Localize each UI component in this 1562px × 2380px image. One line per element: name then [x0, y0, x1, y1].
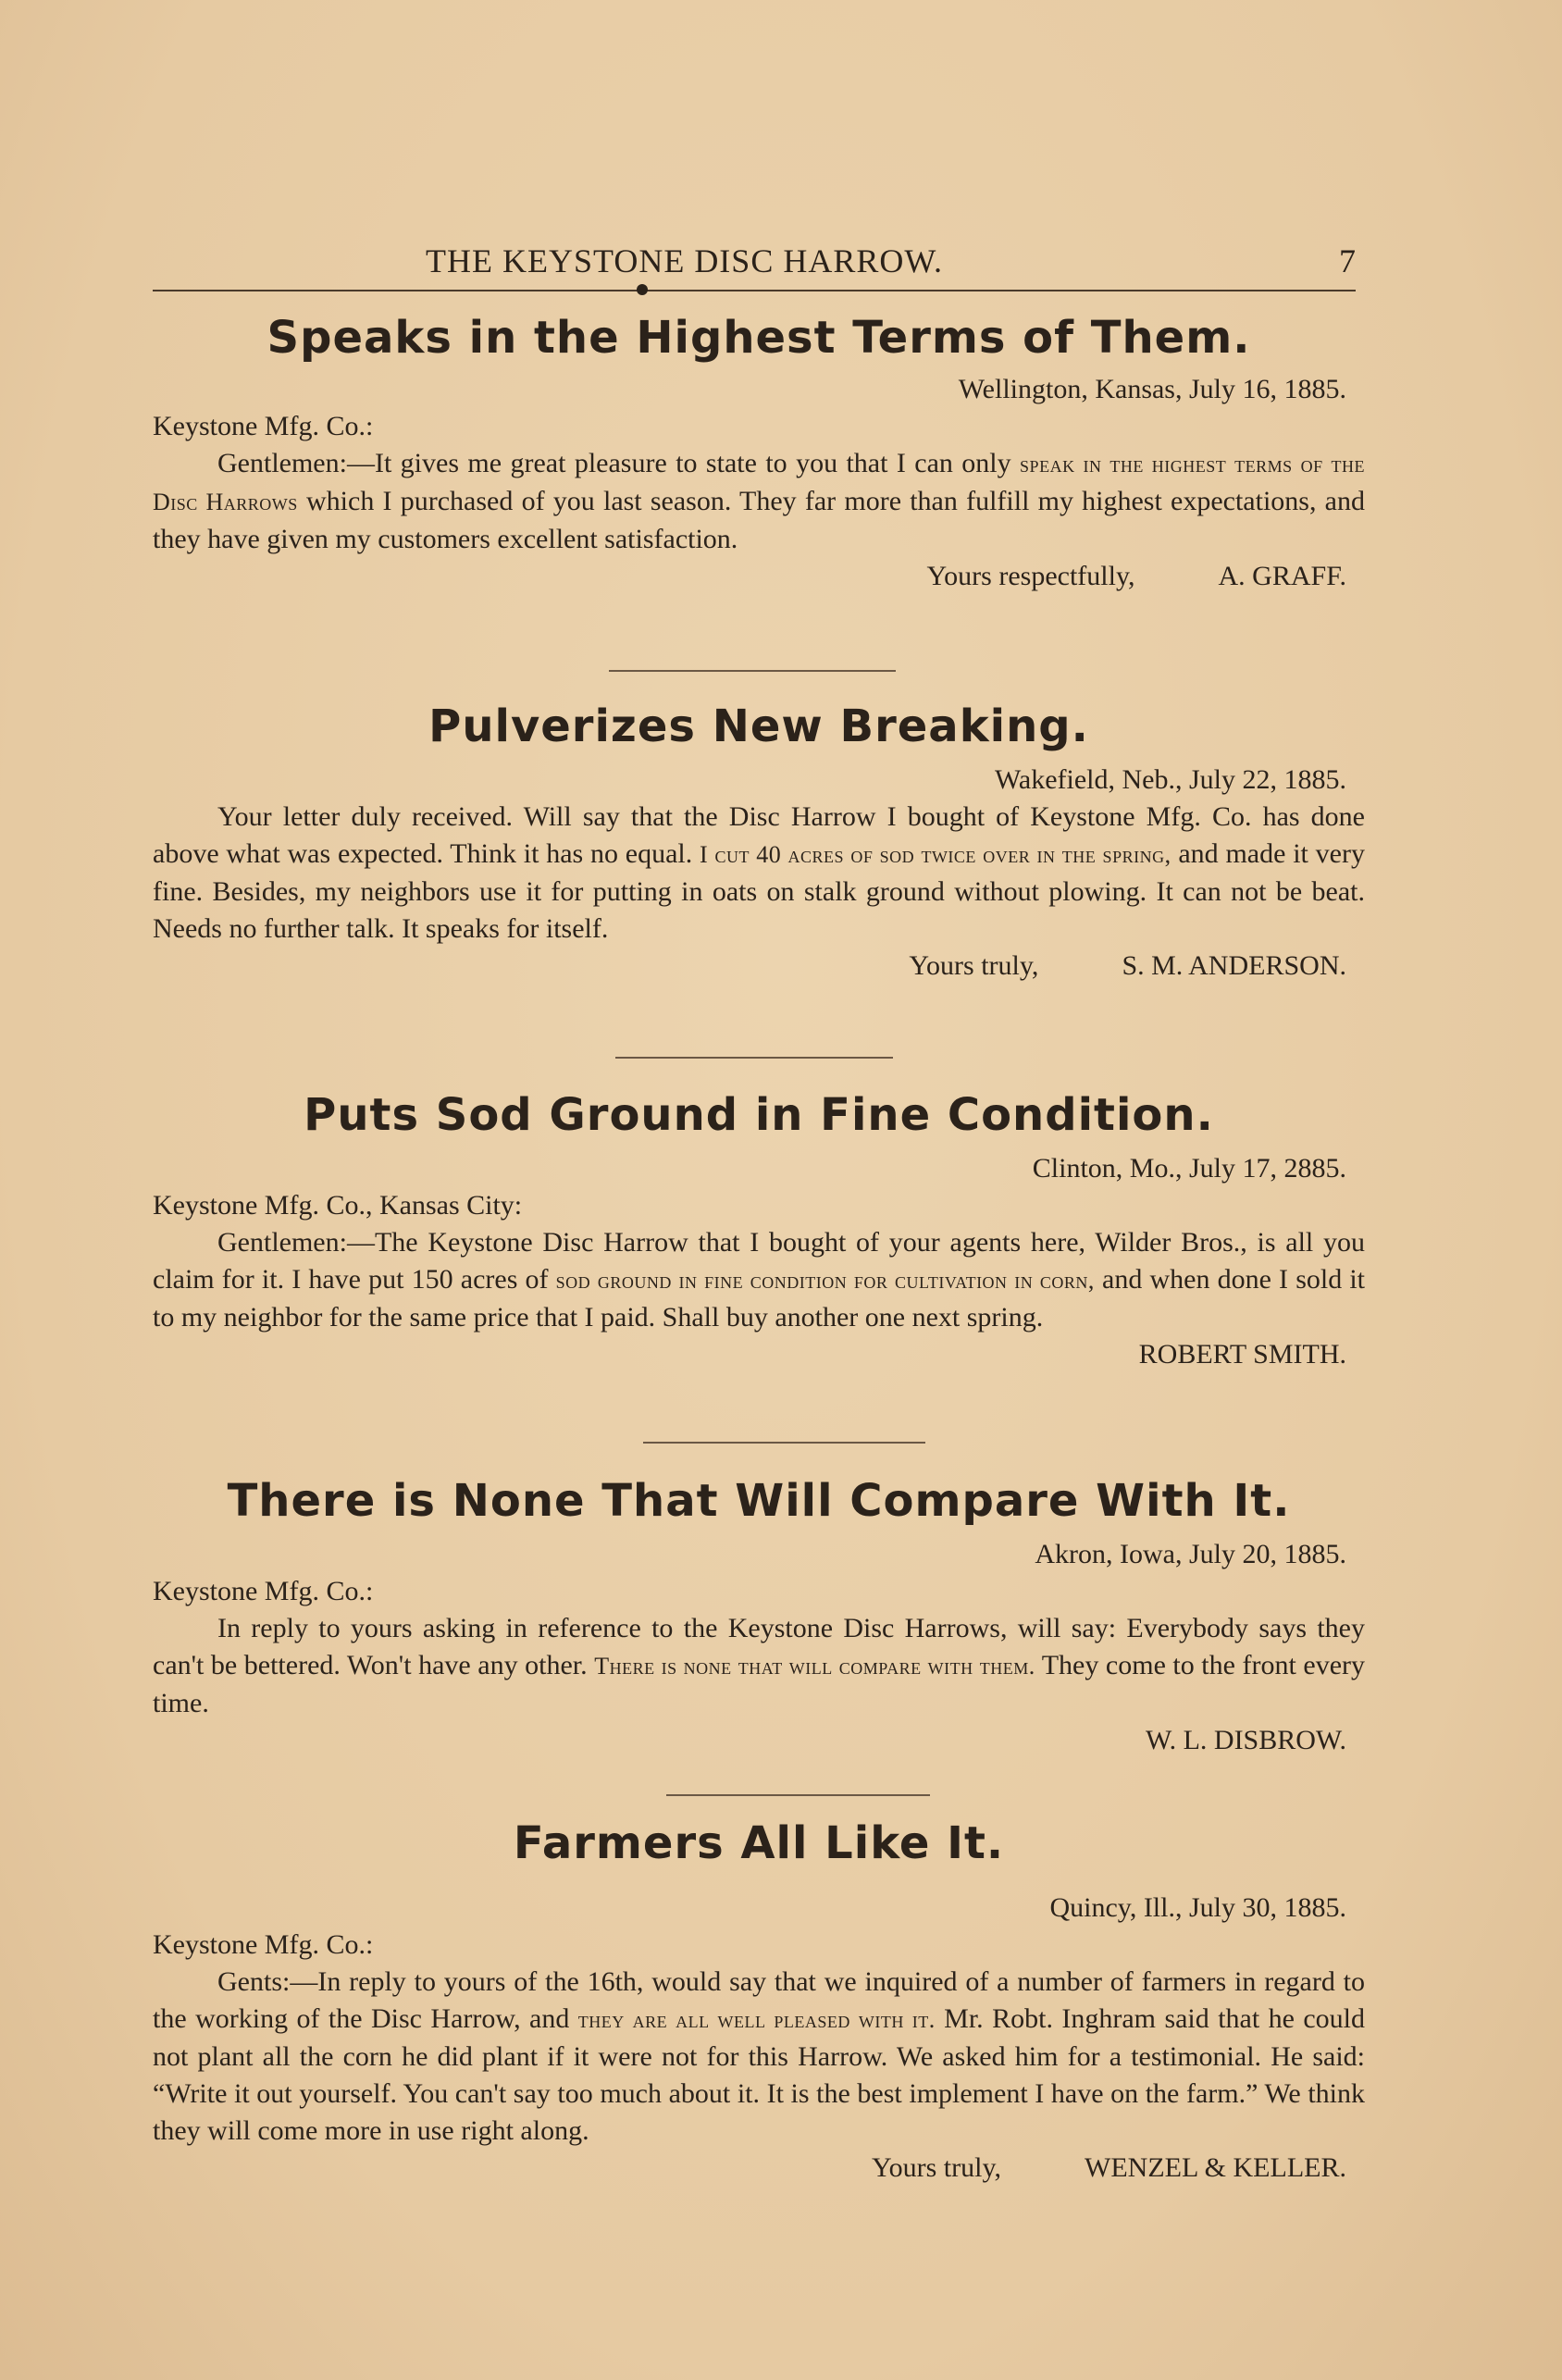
- testimonial-heading: There is None That Will Compare With It.: [227, 1475, 1291, 1527]
- testimonial-dateline: Wellington, Kansas, July 16, 1885.: [958, 374, 1346, 404]
- testimonial-wenzel-keller: [153, 1816, 1365, 2187]
- testimonial-signature: WENZEL & KELLER.: [1085, 2152, 1346, 2183]
- section-divider: [615, 1057, 893, 1059]
- header-rule: [153, 290, 1356, 291]
- testimonial-signature: W. L. DISBROW.: [1146, 1725, 1346, 1755]
- testimonial-closing: [153, 1722, 1365, 1759]
- testimonial-dateline: Wakefield, Neb., July 22, 1885.: [994, 764, 1346, 795]
- testimonial-body: Gentlemen:—It gives me great pleasure to state to you that I can only speak in the highest terms of the Disc Harrows which I purchased of you last season. They far more than fulfill my highest expectations, and they have given my customers excellent satisfaction.: [153, 448, 1365, 554]
- testimonial-salutation: Keystone Mfg. Co.:: [153, 1929, 374, 1960]
- testimonial-dateline: Akron, Iowa, July 20, 1885.: [1035, 1539, 1346, 1569]
- testimonial-salutation: Keystone Mfg. Co., Kansas City:: [153, 1190, 523, 1221]
- testimonial-smith: [153, 1087, 1365, 1373]
- testimonial-body: Gentlemen:—The Keystone Disc Harrow that I bought of your agents here, Wilder Bros., is all you claim for it. I have put 150 acres of sod ground in fine condition for cultivation in corn, and when done I sold it to my neighbor for the same price that I paid. Shall buy another one next spring.: [153, 1227, 1366, 1333]
- testimonial-body: Your letter duly received. Will say that the Disc Harrow I bought of Keystone Mfg. Co. has done above what was expected. Think it has no equal. I cut 40 acres of sod twice over in the spring, and made it very fine. Besides, my neighbors use it for putting in oats on stalk ground without plowing. It can not be beat. Needs no further talk. It speaks for itself.: [153, 801, 1365, 944]
- testimonial-heading: Pulverizes New Breaking.: [428, 700, 1089, 752]
- testimonial-signature: A. GRAFF.: [1218, 561, 1346, 591]
- testimonial-heading: Farmers All Like It.: [513, 1817, 1005, 1869]
- testimonial-body: Gents:—In reply to yours of the 16th, would say that we inquired of a number of farmers in regard to the working of the Disc Harrow, and they are all well pleased with it. Mr. Robt. Inghram said that he could not plant all the corn he did plant if it were not for this Harrow. We asked him for a testimonial. He said: “Write it out yourself. You can't say too much about it. It is the best implement I have on the farm.” We think they will come more in use right along.: [153, 1966, 1365, 2146]
- page-number: 7: [1339, 242, 1356, 279]
- testimonial-salutation: Keystone Mfg. Co.:: [153, 1576, 374, 1606]
- testimonial-salutation: Keystone Mfg. Co.:: [153, 411, 374, 441]
- testimonial-closing: Yours truly, WENZEL & KELLER.: [871, 2152, 1346, 2183]
- testimonial-graff: [153, 310, 1365, 595]
- testimonial-disbrow: [153, 1473, 1365, 1759]
- running-head: [153, 236, 1356, 282]
- testimonial-closing: Yours truly, S. M. ANDERSON.: [909, 950, 1346, 981]
- testimonial-closing: Yours respectfully, A. GRAFF.: [926, 561, 1346, 591]
- testimonial-signature: ROBERT SMITH.: [1138, 1339, 1346, 1370]
- section-divider: [609, 670, 896, 672]
- header-rule-dot: [637, 284, 648, 295]
- testimonial-dateline: Quincy, Ill., July 30, 1885.: [1049, 1892, 1346, 1923]
- testimonial-heading: Speaks in the Highest Terms of Them.: [267, 312, 1251, 364]
- testimonial-closing: [153, 1336, 1365, 1373]
- testimonial-signature: S. M. ANDERSON.: [1122, 950, 1346, 981]
- section-divider: [666, 1794, 930, 1796]
- testimonial-anderson: [153, 699, 1365, 985]
- testimonial-dateline: Clinton, Mo., July 17, 2885.: [1032, 1153, 1346, 1184]
- running-title: THE KEYSTONE DISC HARROW.: [426, 242, 944, 279]
- testimonial-body: In reply to yours asking in reference to the Keystone Disc Harrows, will say: Everybody says they can't be bettered. Won't have any other. There is none that will compare with them. They come to the front every time.: [153, 1613, 1365, 1718]
- section-divider: [643, 1442, 925, 1444]
- testimonial-heading: Puts Sod Ground in Fine Condition.: [304, 1089, 1214, 1141]
